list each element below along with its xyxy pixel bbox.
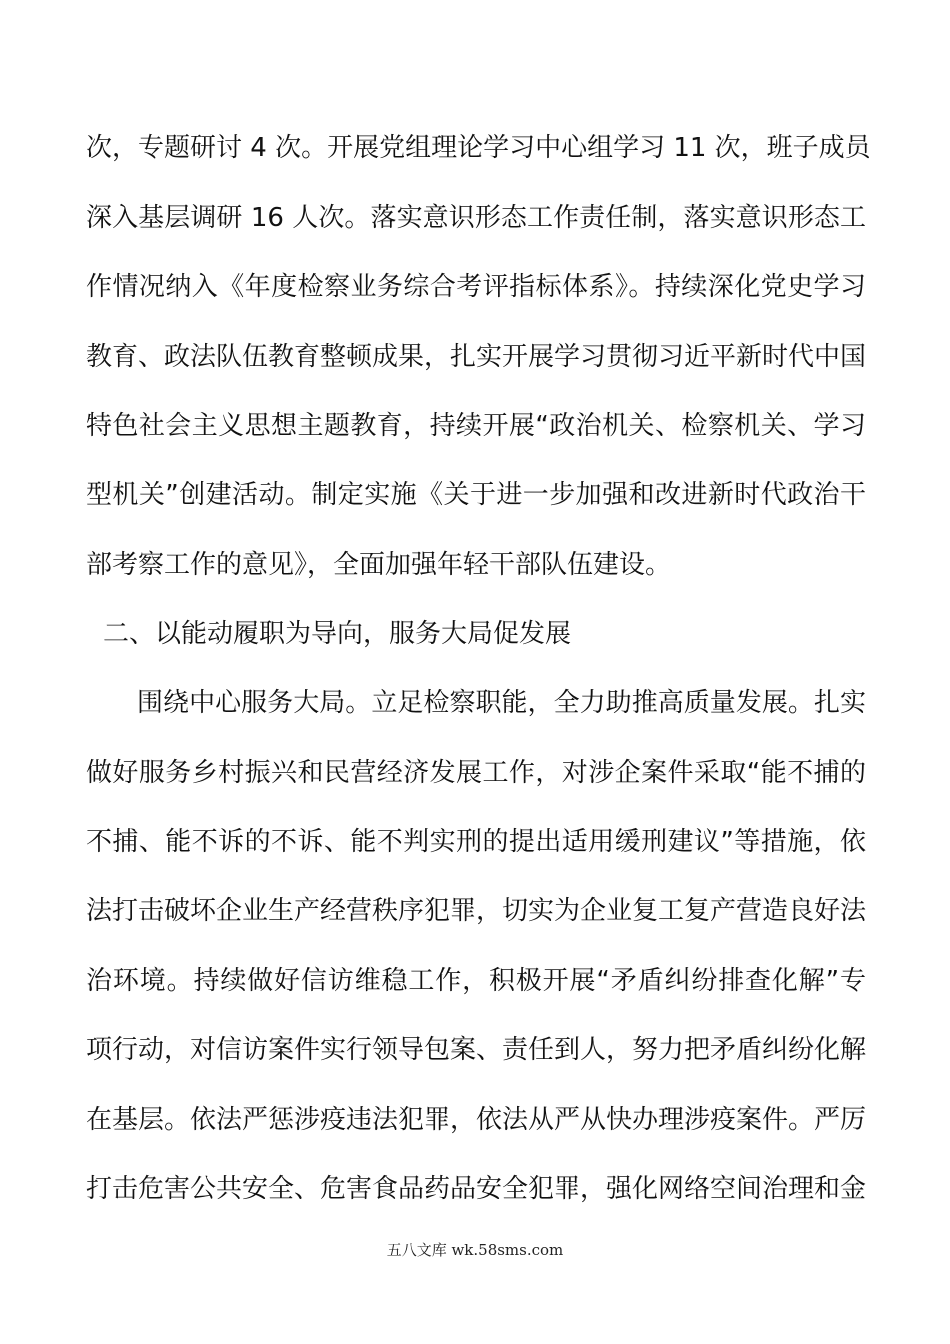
footer-watermark: 五八文库 wk.58sms.com <box>386 1241 564 1259</box>
body-text-line: 特色社会主义思想主题教育，持续开展“政治机关、检察机关、学习 <box>86 411 866 441</box>
section-heading: 二、以能动履职为导向，服务大局促发展 <box>103 619 572 649</box>
body-text-line: 治环境。持续做好信访维稳工作，积极开展“矛盾纠纷排查化解”专 <box>86 966 866 996</box>
body-text-line: 围绕中心服务大局。立足检察职能，全力助推高质量发展。扎实 <box>137 688 866 718</box>
body-text-line: 打击危害公共安全、危害食品药品安全犯罪，强化网络空间治理和金 <box>86 1174 867 1204</box>
body-text-line: 深入基层调研 16 人次。落实意识形态工作责任制，落实意识形态工 <box>86 203 866 233</box>
body-text-line: 教育、政法队伍教育整顿成果，扎实开展学习贯彻习近平新时代中国 <box>86 342 867 372</box>
body-text-line: 作情况纳入《年度检察业务综合考评指标体系》。持续深化党史学习 <box>86 272 866 302</box>
body-text-line: 型机关”创建活动。制定实施《关于进一步加强和改进新时代政治干 <box>86 480 866 510</box>
body-text-line: 项行动，对信访案件实行领导包案、责任到人，努力把矛盾纠纷化解 <box>86 1035 867 1065</box>
body-text-line: 部考察工作的意见》，全面加强年轻干部队伍建设。 <box>86 550 672 580</box>
body-text-line: 不捕、能不诉的不诉、能不判实刑的提出适用缓刑建议”等措施，依 <box>86 827 866 857</box>
body-text-line: 做好服务乡村振兴和民营经济发展工作，对涉企案件采取“能不捕的 <box>86 758 866 788</box>
body-text-line: 次，专题研讨 4 次。开展党组理论学习中心组学习 11 次，班子成员 <box>86 133 871 163</box>
body-text-line: 在基层。依法严惩涉疫违法犯罪，依法从严从快办理涉疫案件。严厉 <box>86 1105 867 1135</box>
body-text-line: 法打击破坏企业生产经营秩序犯罪，切实为企业复工复产营造良好法 <box>86 896 867 926</box>
